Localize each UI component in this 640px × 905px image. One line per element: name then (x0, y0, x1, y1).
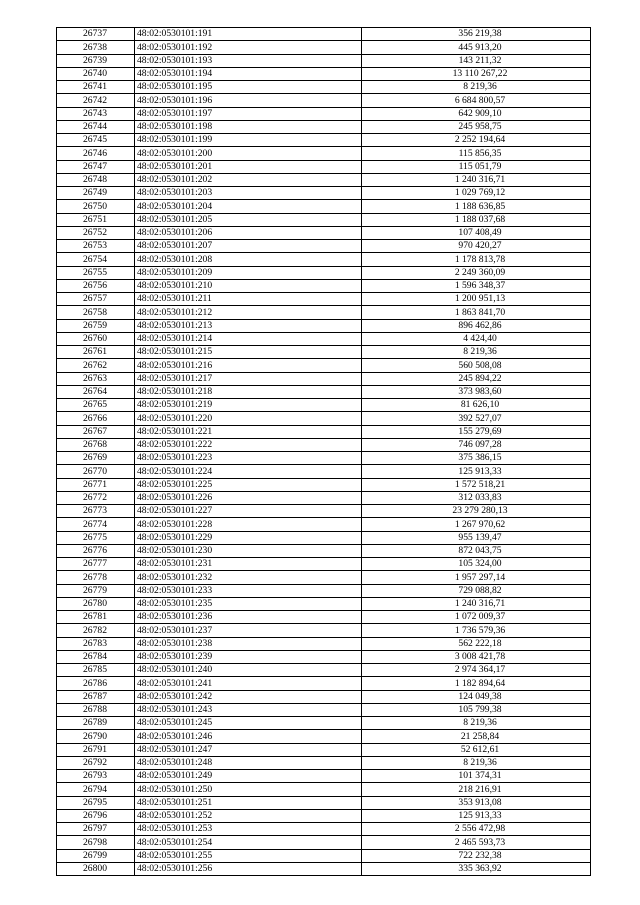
table-row (57, 717, 591, 730)
table-row (57, 41, 591, 54)
cadastral-value-cell: 125 913,33 (362, 809, 591, 822)
cadastral-value-cell: 2 252 194,64 (362, 134, 591, 147)
table-row (57, 28, 591, 41)
cadastral-number-cell: 48:02:0530101:255 (135, 849, 362, 862)
row-number-cell: 26752 (57, 226, 135, 239)
cadastral-number-cell: 48:02:0530101:248 (135, 756, 362, 769)
cadastral-number-cell: 48:02:0530101:193 (135, 54, 362, 67)
row-number-cell: 26792 (57, 756, 135, 769)
cadastral-number-cell: 48:02:0530101:218 (135, 385, 362, 398)
cadastral-value-cell: 373 983,60 (362, 385, 591, 398)
table-row (57, 756, 591, 769)
cadastral-number-cell: 48:02:0530101:203 (135, 187, 362, 200)
cadastral-value-cell: 392 527,07 (362, 412, 591, 425)
cadastral-value-table (56, 27, 591, 876)
row-number-cell: 26796 (57, 809, 135, 822)
cadastral-value-cell: 872 043,75 (362, 544, 591, 557)
cadastral-number-cell: 48:02:0530101:224 (135, 465, 362, 478)
table-row (57, 399, 591, 412)
row-number-cell: 26748 (57, 173, 135, 186)
cadastral-number-cell: 48:02:0530101:200 (135, 147, 362, 160)
cadastral-value-cell: 335 363,92 (362, 862, 591, 875)
cadastral-value-cell: 218 216,91 (362, 783, 591, 796)
row-number-cell: 26778 (57, 571, 135, 584)
cadastral-value-cell: 105 799,38 (362, 703, 591, 716)
cadastral-number-cell: 48:02:0530101:240 (135, 664, 362, 677)
row-number-cell: 26782 (57, 624, 135, 637)
table-row (57, 226, 591, 239)
cadastral-number-cell: 48:02:0530101:232 (135, 571, 362, 584)
row-number-cell: 26784 (57, 650, 135, 663)
row-number-cell: 26786 (57, 677, 135, 690)
cadastral-value-cell: 560 508,08 (362, 359, 591, 372)
table-row (57, 346, 591, 359)
cadastral-number-cell: 48:02:0530101:194 (135, 67, 362, 80)
cadastral-value-cell: 115 051,79 (362, 160, 591, 173)
row-number-cell: 26751 (57, 213, 135, 226)
table-row (57, 637, 591, 650)
table-row (57, 412, 591, 425)
table-row (57, 253, 591, 266)
table-row (57, 438, 591, 451)
table-row (57, 743, 591, 756)
table-row (57, 332, 591, 345)
table-row (57, 690, 591, 703)
cadastral-number-cell: 48:02:0530101:221 (135, 425, 362, 438)
table-row (57, 160, 591, 173)
table-row (57, 584, 591, 597)
cadastral-number-cell: 48:02:0530101:247 (135, 743, 362, 756)
cadastral-number-cell: 48:02:0530101:229 (135, 531, 362, 544)
table-row (57, 770, 591, 783)
row-number-cell: 26746 (57, 147, 135, 160)
cadastral-value-cell: 356 219,38 (362, 28, 591, 41)
table-row (57, 650, 591, 663)
row-number-cell: 26745 (57, 134, 135, 147)
table-row (57, 796, 591, 809)
cadastral-value-cell: 746 097,28 (362, 438, 591, 451)
cadastral-value-cell: 1 178 813,78 (362, 253, 591, 266)
table-row (57, 452, 591, 465)
cadastral-number-cell: 48:02:0530101:227 (135, 505, 362, 518)
cadastral-number-cell: 48:02:0530101:245 (135, 717, 362, 730)
table-row (57, 730, 591, 743)
cadastral-number-cell: 48:02:0530101:233 (135, 584, 362, 597)
cadastral-number-cell: 48:02:0530101:243 (135, 703, 362, 716)
table-row (57, 67, 591, 80)
row-number-cell: 26774 (57, 518, 135, 531)
row-number-cell: 26756 (57, 279, 135, 292)
cadastral-number-cell: 48:02:0530101:219 (135, 399, 362, 412)
cadastral-value-cell: 101 374,31 (362, 770, 591, 783)
cadastral-value-cell: 955 139,47 (362, 531, 591, 544)
cadastral-number-cell: 48:02:0530101:222 (135, 438, 362, 451)
row-number-cell: 26742 (57, 94, 135, 107)
cadastral-number-cell: 48:02:0530101:197 (135, 107, 362, 120)
cadastral-value-cell: 1 200 951,13 (362, 293, 591, 306)
cadastral-value-cell: 13 110 267,22 (362, 67, 591, 80)
row-number-cell: 26791 (57, 743, 135, 756)
cadastral-value-cell: 245 894,22 (362, 372, 591, 385)
cadastral-number-cell: 48:02:0530101:204 (135, 200, 362, 213)
cadastral-number-cell: 48:02:0530101:213 (135, 319, 362, 332)
row-number-cell: 26747 (57, 160, 135, 173)
row-number-cell: 26790 (57, 730, 135, 743)
cadastral-value-cell: 124 049,38 (362, 690, 591, 703)
row-number-cell: 26795 (57, 796, 135, 809)
table-row (57, 200, 591, 213)
row-number-cell: 26767 (57, 425, 135, 438)
cadastral-number-cell: 48:02:0530101:207 (135, 240, 362, 253)
cadastral-value-cell: 1 072 009,37 (362, 611, 591, 624)
cadastral-value-cell: 8 219,36 (362, 717, 591, 730)
table-row (57, 94, 591, 107)
row-number-cell: 26776 (57, 544, 135, 557)
cadastral-value-cell: 1 240 316,71 (362, 173, 591, 186)
cadastral-number-cell: 48:02:0530101:192 (135, 41, 362, 54)
cadastral-number-cell: 48:02:0530101:210 (135, 279, 362, 292)
row-number-cell: 26755 (57, 266, 135, 279)
table-row (57, 187, 591, 200)
table-row (57, 359, 591, 372)
cadastral-number-cell: 48:02:0530101:198 (135, 120, 362, 133)
table-row (57, 531, 591, 544)
table-row (57, 862, 591, 875)
row-number-cell: 26768 (57, 438, 135, 451)
row-number-cell: 26769 (57, 452, 135, 465)
row-number-cell: 26737 (57, 28, 135, 41)
row-number-cell: 26773 (57, 505, 135, 518)
row-number-cell: 26741 (57, 81, 135, 94)
row-number-cell: 26761 (57, 346, 135, 359)
row-number-cell: 26800 (57, 862, 135, 875)
table-row (57, 120, 591, 133)
table-row (57, 107, 591, 120)
cadastral-number-cell: 48:02:0530101:256 (135, 862, 362, 875)
table-row (57, 372, 591, 385)
cadastral-number-cell: 48:02:0530101:236 (135, 611, 362, 624)
cadastral-value-cell: 1 188 037,68 (362, 213, 591, 226)
cadastral-number-cell: 48:02:0530101:212 (135, 306, 362, 319)
table-row (57, 505, 591, 518)
row-number-cell: 26793 (57, 770, 135, 783)
table-row (57, 624, 591, 637)
row-number-cell: 26775 (57, 531, 135, 544)
cadastral-number-cell: 48:02:0530101:220 (135, 412, 362, 425)
cadastral-value-cell: 1 736 579,36 (362, 624, 591, 637)
cadastral-value-cell: 8 219,36 (362, 756, 591, 769)
cadastral-value-cell: 115 856,35 (362, 147, 591, 160)
cadastral-number-cell: 48:02:0530101:239 (135, 650, 362, 663)
cadastral-number-cell: 48:02:0530101:238 (135, 637, 362, 650)
row-number-cell: 26738 (57, 41, 135, 54)
cadastral-number-cell: 48:02:0530101:235 (135, 597, 362, 610)
cadastral-number-cell: 48:02:0530101:226 (135, 491, 362, 504)
cadastral-number-cell: 48:02:0530101:228 (135, 518, 362, 531)
cadastral-number-cell: 48:02:0530101:242 (135, 690, 362, 703)
row-number-cell: 26762 (57, 359, 135, 372)
row-number-cell: 26799 (57, 849, 135, 862)
cadastral-value-cell: 3 008 421,78 (362, 650, 591, 663)
row-number-cell: 26740 (57, 67, 135, 80)
table-row (57, 703, 591, 716)
row-number-cell: 26785 (57, 664, 135, 677)
table-row (57, 849, 591, 862)
cadastral-value-cell: 1 863 841,70 (362, 306, 591, 319)
cadastral-value-cell: 8 219,36 (362, 81, 591, 94)
cadastral-value-cell: 21 258,84 (362, 730, 591, 743)
table-row (57, 611, 591, 624)
row-number-cell: 26753 (57, 240, 135, 253)
cadastral-number-cell: 48:02:0530101:223 (135, 452, 362, 465)
cadastral-number-cell: 48:02:0530101:209 (135, 266, 362, 279)
table-row (57, 279, 591, 292)
table-row (57, 54, 591, 67)
row-number-cell: 26797 (57, 823, 135, 836)
cadastral-value-cell: 1 596 348,37 (362, 279, 591, 292)
cadastral-value-cell: 642 909,10 (362, 107, 591, 120)
cadastral-value-cell: 1 572 518,21 (362, 478, 591, 491)
table-row (57, 518, 591, 531)
table-row (57, 823, 591, 836)
table-row (57, 783, 591, 796)
table-row (57, 213, 591, 226)
cadastral-value-cell: 105 324,00 (362, 558, 591, 571)
row-number-cell: 26749 (57, 187, 135, 200)
table-row (57, 266, 591, 279)
table-row (57, 425, 591, 438)
table-row (57, 134, 591, 147)
table-row (57, 173, 591, 186)
table-row (57, 465, 591, 478)
cadastral-value-cell: 8 219,36 (362, 346, 591, 359)
row-number-cell: 26777 (57, 558, 135, 571)
row-number-cell: 26766 (57, 412, 135, 425)
cadastral-value-cell: 1 182 894,64 (362, 677, 591, 690)
table-row (57, 597, 591, 610)
cadastral-value-cell: 4 424,40 (362, 332, 591, 345)
cadastral-number-cell: 48:02:0530101:205 (135, 213, 362, 226)
table-row (57, 319, 591, 332)
table-row (57, 836, 591, 849)
cadastral-number-cell: 48:02:0530101:214 (135, 332, 362, 345)
row-number-cell: 26743 (57, 107, 135, 120)
cadastral-number-cell: 48:02:0530101:201 (135, 160, 362, 173)
cadastral-number-cell: 48:02:0530101:250 (135, 783, 362, 796)
row-number-cell: 26750 (57, 200, 135, 213)
cadastral-value-cell: 970 420,27 (362, 240, 591, 253)
row-number-cell: 26787 (57, 690, 135, 703)
cadastral-number-cell: 48:02:0530101:215 (135, 346, 362, 359)
cadastral-value-cell: 1 188 636,85 (362, 200, 591, 213)
cadastral-value-cell: 2 556 472,98 (362, 823, 591, 836)
row-number-cell: 26798 (57, 836, 135, 849)
cadastral-number-cell: 48:02:0530101:191 (135, 28, 362, 41)
cadastral-number-cell: 48:02:0530101:254 (135, 836, 362, 849)
cadastral-number-cell: 48:02:0530101:252 (135, 809, 362, 822)
cadastral-value-cell: 562 222,18 (362, 637, 591, 650)
cadastral-value-cell: 312 033,83 (362, 491, 591, 504)
cadastral-value-cell: 125 913,33 (362, 465, 591, 478)
cadastral-number-cell: 48:02:0530101:253 (135, 823, 362, 836)
cadastral-value-cell: 445 913,20 (362, 41, 591, 54)
row-number-cell: 26771 (57, 478, 135, 491)
cadastral-number-cell: 48:02:0530101:217 (135, 372, 362, 385)
cadastral-number-cell: 48:02:0530101:225 (135, 478, 362, 491)
cadastral-number-cell: 48:02:0530101:202 (135, 173, 362, 186)
cadastral-value-cell: 375 386,15 (362, 452, 591, 465)
cadastral-value-cell: 143 211,32 (362, 54, 591, 67)
cadastral-number-cell: 48:02:0530101:216 (135, 359, 362, 372)
cadastral-value-cell: 1 029 769,12 (362, 187, 591, 200)
row-number-cell: 26772 (57, 491, 135, 504)
cadastral-value-cell: 1 240 316,71 (362, 597, 591, 610)
row-number-cell: 26764 (57, 385, 135, 398)
table-row (57, 544, 591, 557)
cadastral-number-cell: 48:02:0530101:251 (135, 796, 362, 809)
cadastral-number-cell: 48:02:0530101:196 (135, 94, 362, 107)
table-row (57, 677, 591, 690)
cadastral-value-cell: 729 088,82 (362, 584, 591, 597)
table-row (57, 809, 591, 822)
cadastral-value-cell: 1 957 297,14 (362, 571, 591, 584)
table-row (57, 558, 591, 571)
cadastral-value-cell: 1 267 970,62 (362, 518, 591, 531)
cadastral-value-cell: 353 913,08 (362, 796, 591, 809)
table-row (57, 293, 591, 306)
row-number-cell: 26779 (57, 584, 135, 597)
table-row (57, 571, 591, 584)
row-number-cell: 26783 (57, 637, 135, 650)
row-number-cell: 26759 (57, 319, 135, 332)
row-number-cell: 26757 (57, 293, 135, 306)
cadastral-number-cell: 48:02:0530101:230 (135, 544, 362, 557)
row-number-cell: 26781 (57, 611, 135, 624)
table-row (57, 478, 591, 491)
cadastral-value-cell: 2 249 360,09 (362, 266, 591, 279)
row-number-cell: 26760 (57, 332, 135, 345)
cadastral-value-cell: 245 958,75 (362, 120, 591, 133)
row-number-cell: 26763 (57, 372, 135, 385)
cadastral-number-cell: 48:02:0530101:206 (135, 226, 362, 239)
cadastral-number-cell: 48:02:0530101:241 (135, 677, 362, 690)
cadastral-value-cell: 52 612,61 (362, 743, 591, 756)
cadastral-value-cell: 896 462,86 (362, 319, 591, 332)
table-row (57, 81, 591, 94)
cadastral-number-cell: 48:02:0530101:246 (135, 730, 362, 743)
cadastral-number-cell: 48:02:0530101:231 (135, 558, 362, 571)
cadastral-number-cell: 48:02:0530101:211 (135, 293, 362, 306)
table-row (57, 240, 591, 253)
cadastral-value-cell: 722 232,38 (362, 849, 591, 862)
row-number-cell: 26770 (57, 465, 135, 478)
cadastral-value-cell: 107 408,49 (362, 226, 591, 239)
table-row (57, 385, 591, 398)
cadastral-number-cell: 48:02:0530101:237 (135, 624, 362, 637)
cadastral-number-cell: 48:02:0530101:208 (135, 253, 362, 266)
cadastral-value-cell: 23 279 280,13 (362, 505, 591, 518)
cadastral-number-cell: 48:02:0530101:249 (135, 770, 362, 783)
table-row (57, 491, 591, 504)
cadastral-value-cell: 81 626,10 (362, 399, 591, 412)
row-number-cell: 26744 (57, 120, 135, 133)
cadastral-number-cell: 48:02:0530101:195 (135, 81, 362, 94)
row-number-cell: 26780 (57, 597, 135, 610)
table-row (57, 147, 591, 160)
cadastral-value-cell: 2 465 593,73 (362, 836, 591, 849)
row-number-cell: 26794 (57, 783, 135, 796)
cadastral-value-cell: 6 684 800,57 (362, 94, 591, 107)
row-number-cell: 26788 (57, 703, 135, 716)
row-number-cell: 26789 (57, 717, 135, 730)
cadastral-value-cell: 155 279,69 (362, 425, 591, 438)
row-number-cell: 26739 (57, 54, 135, 67)
table-row (57, 306, 591, 319)
cadastral-value-cell: 2 974 364,17 (362, 664, 591, 677)
table-body (57, 28, 591, 876)
row-number-cell: 26765 (57, 399, 135, 412)
table-row (57, 664, 591, 677)
row-number-cell: 26758 (57, 306, 135, 319)
row-number-cell: 26754 (57, 253, 135, 266)
cadastral-number-cell: 48:02:0530101:199 (135, 134, 362, 147)
